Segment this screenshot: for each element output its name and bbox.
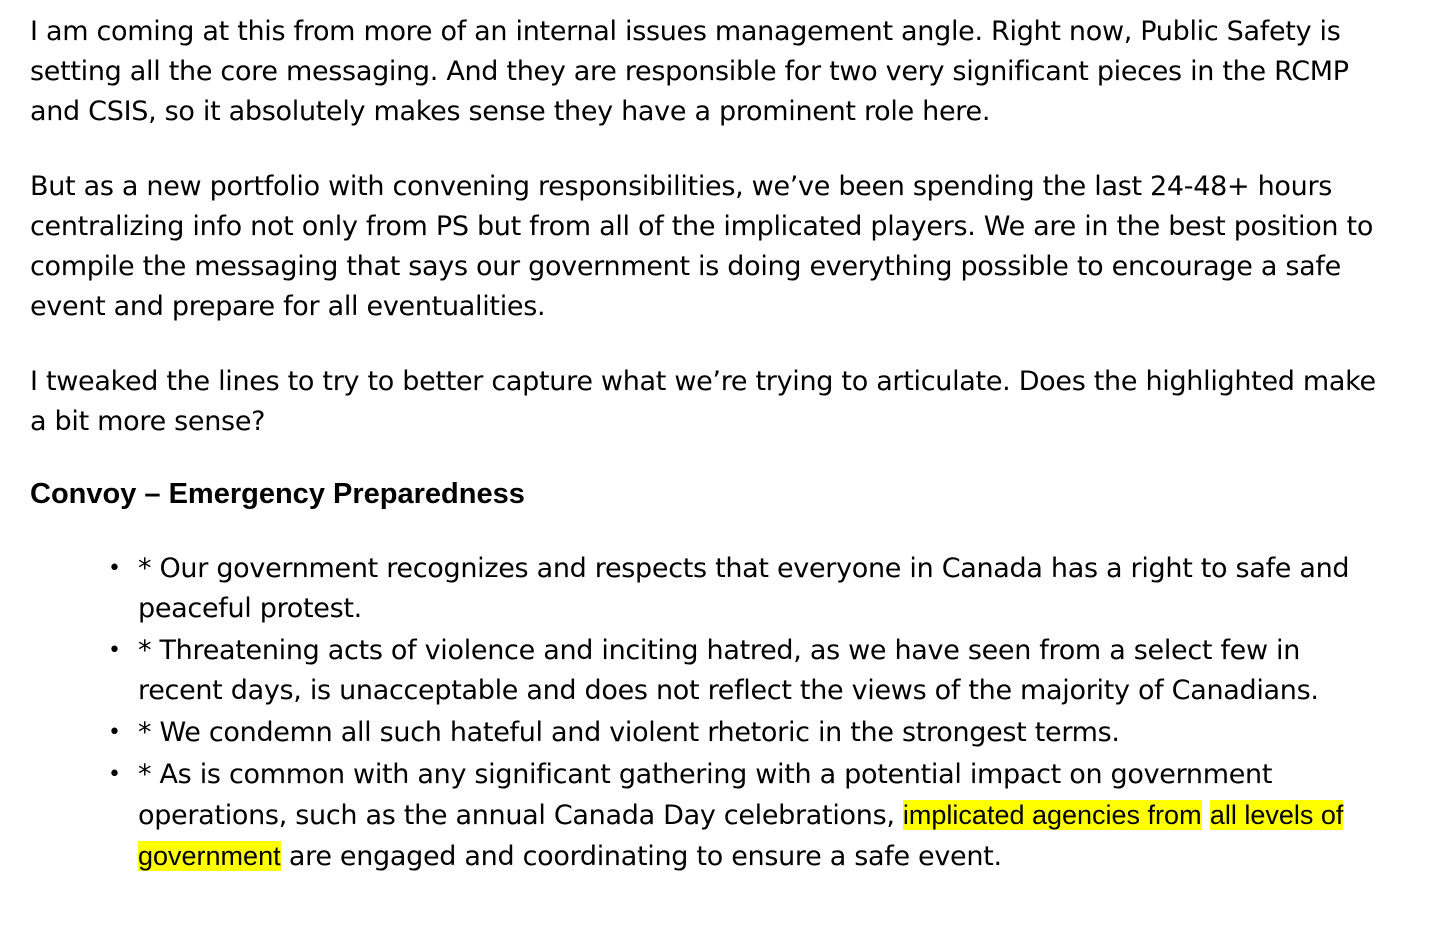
messaging-bullet-list: [30, 549, 1390, 877]
bullet-text: * We condemn all such hateful and violent rhetoric in the strongest terms.: [138, 717, 1120, 748]
paragraph-tweaked-lines: I tweaked the lines to try to better capture what we’re trying to articulate. Does the highlighted make a bit more sense?: [30, 366, 1376, 437]
bullet-text-after-highlight: are engaged and coordinating to ensure a safe event.: [280, 841, 1002, 872]
bullet-point-icon: •: [108, 762, 121, 787]
highlight-gap: [1202, 800, 1210, 831]
bullet-item-coordination: [108, 755, 1390, 877]
paragraph-convening-portfolio: But as a new portfolio with convening responsibilities, we’ve been spending the last 24-48+ hours centralizing info not only from PS but from all of the implicated players. We are in the best position to compile the messaging that says our government is doing everything possible to encourage a safe event and prepare for all eventualities.: [30, 171, 1374, 322]
paragraph-issues-management: I am coming at this from more of an internal issues management angle. Right now, Public Safety is setting all the core messaging. And they are responsible for two very significant pieces in the RCMP and CSIS, so it absolutely makes sense they have a prominent role here.: [30, 16, 1349, 127]
bullet-item-threatening-acts: [108, 631, 1390, 711]
bullet-point-icon: •: [108, 638, 121, 663]
bullet-text: * Threatening acts of violence and inciting hatred, as we have seen from a select few in recent days, is unacceptable and does not reflect the views of the majority of Canadians.: [138, 635, 1319, 706]
section-heading: Convoy – Emergency Preparedness: [30, 478, 525, 510]
bullet-point-icon: •: [108, 720, 121, 745]
bullet-point-icon: •: [108, 556, 121, 581]
document-body: [30, 12, 1390, 879]
bullet-item-condemn-rhetoric: [108, 713, 1390, 753]
bullet-text: * Our government recognizes and respects that everyone in Canada has a right to safe and peaceful protest.: [138, 553, 1350, 624]
highlighted-text-levels-of-government: all levels of government: [138, 800, 1344, 871]
bullet-item-right-to-protest: [108, 549, 1390, 629]
bullet-text-before-highlight: * As is common with any significant gathering with a potential impact on government operations, such as the annual Canada Day celebrations,: [138, 759, 1273, 831]
highlighted-text-agencies: implicated agencies from: [902, 800, 1202, 830]
